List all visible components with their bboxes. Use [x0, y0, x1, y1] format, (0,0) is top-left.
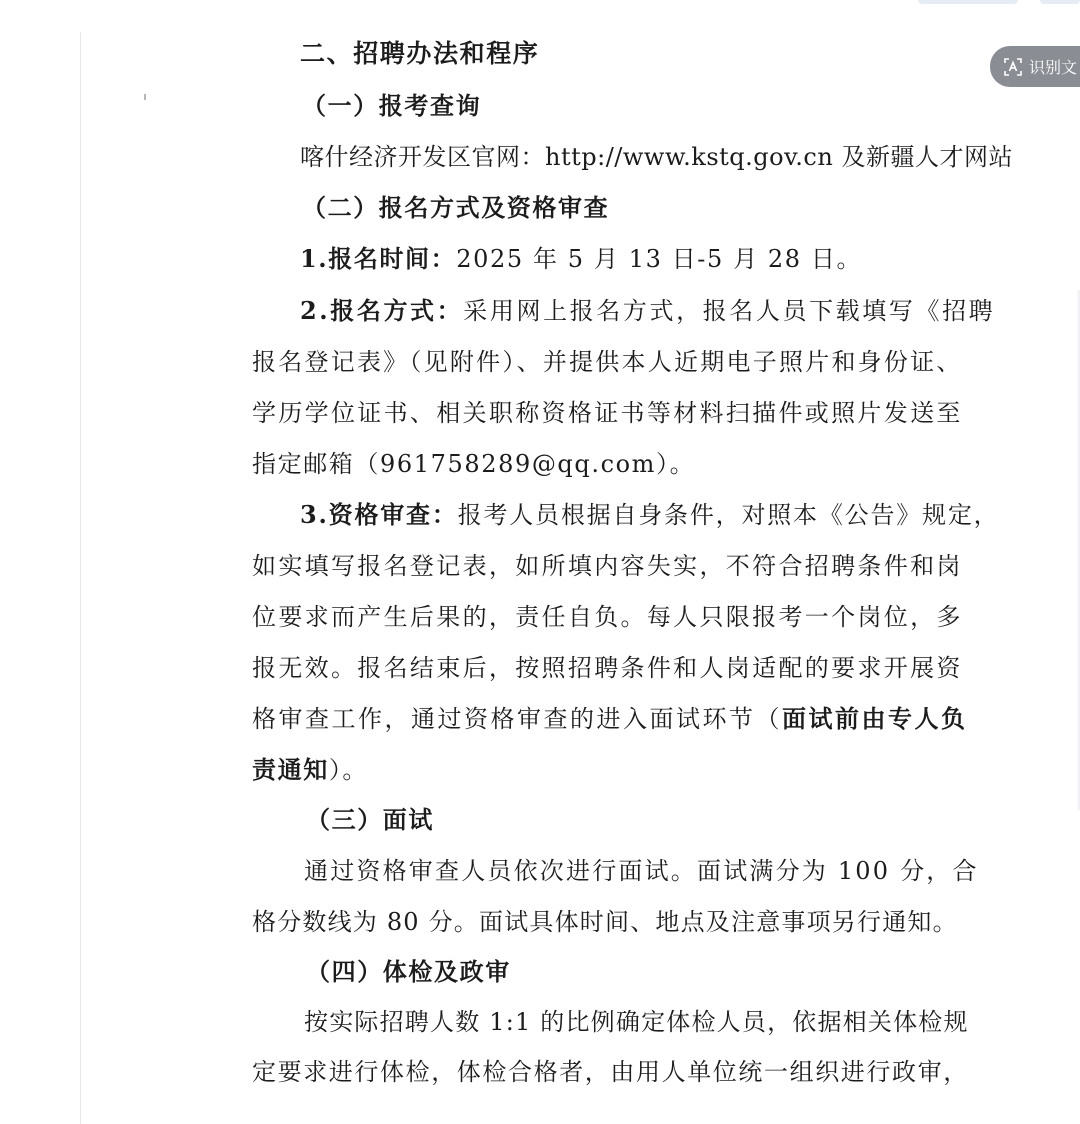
text-recognition-icon — [1003, 57, 1023, 77]
body-line — [252, 703, 968, 735]
text-recognition-label: 识别文 — [1029, 58, 1078, 77]
body-line: 学历学位证书、相关职称资格证书等材料扫描件或照片发送至 — [252, 399, 962, 427]
item-text: ）。 — [328, 756, 369, 784]
item-label: 3.资格审查： — [300, 500, 458, 529]
browser-tab[interactable] — [918, 0, 1018, 4]
item-label: 2.报名方式： — [300, 296, 464, 325]
item-text: 采用网上报名方式，报名人员下载填写《招聘 — [463, 297, 996, 325]
browser-tab[interactable] — [1040, 0, 1080, 4]
body-line: 按实际招聘人数 1:1 的比例确定体检人员，依据相关体检规 — [304, 1008, 969, 1036]
item-label: 1.报名时间： — [300, 244, 457, 273]
body-line: 位要求而产生后果的，责任自负。每人只限报考一个岗位，多 — [252, 603, 962, 631]
subsection-heading: （三）面试 — [306, 805, 434, 834]
body-line — [300, 295, 995, 327]
body-line: 指定邮箱（961758289@qq.com）。 — [252, 450, 696, 478]
item-text: 报考人员根据自身条件，对照本《公告》规定， — [457, 501, 1000, 529]
body-line: 报无效。报名结束后，按照招聘条件和人岗适配的要求开展资 — [252, 654, 962, 682]
subsection-heading: （四）体检及政审 — [306, 957, 511, 986]
item-text: 格审查工作，通过资格审查的进入面试环节（ — [252, 705, 782, 733]
body-line: 定要求进行体检，体检合格者，由用人单位统一组织进行政审， — [252, 1058, 969, 1086]
body-line: 报名登记表》（见附件）、并提供本人近期电子照片和身份证、 — [252, 348, 962, 376]
scrollbar-track[interactable] — [1076, 290, 1080, 810]
body-line — [252, 754, 368, 786]
section-heading: 二、招聘办法和程序 — [300, 39, 540, 68]
emphasis-text: 责通知 — [252, 755, 329, 784]
body-line: 喀什经济开发区官网：http://www.kstq.gov.cn 及新疆人才网站 — [300, 143, 1013, 171]
body-line: 如实填写报名登记表，如所填内容失实，不符合招聘条件和岗 — [252, 552, 962, 580]
emphasis-text: 面试前由专人负 — [782, 704, 968, 733]
body-line — [300, 243, 862, 275]
subsection-heading: （一）报考查询 — [302, 91, 482, 120]
text-recognition-button[interactable] — [990, 46, 1080, 87]
body-line: 通过资格审查人员依次进行面试。面试满分为 100 分，合 — [304, 857, 979, 885]
page-gutter-divider — [80, 32, 81, 1124]
body-line: 格分数线为 80 分。面试具体时间、地点及注意事项另行通知。 — [252, 908, 958, 936]
item-text: 2025 年 5 月 13 日-5 月 28 日。 — [456, 245, 863, 273]
scan-artifact — [144, 94, 146, 100]
body-line — [300, 499, 999, 531]
subsection-heading: （二）报名方式及资格审查 — [302, 193, 610, 222]
